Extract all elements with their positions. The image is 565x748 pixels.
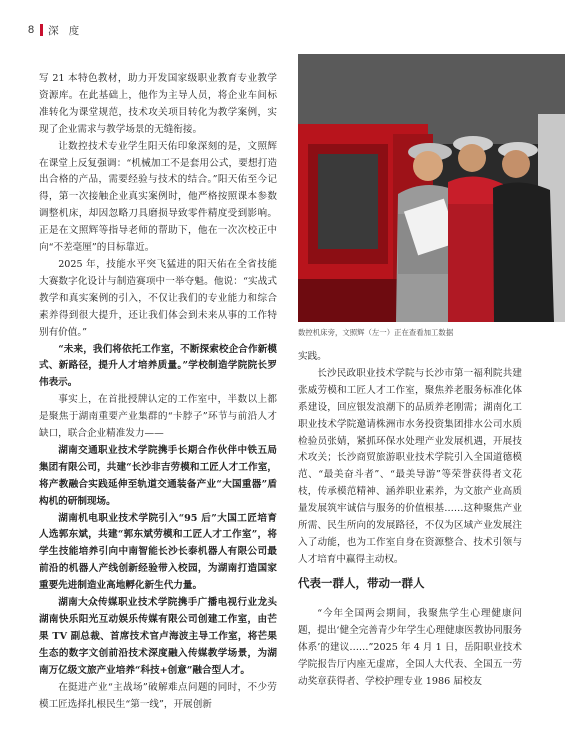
right-column	[298, 349, 522, 569]
section-title: 深度	[48, 24, 90, 37]
right-column-continued	[298, 606, 522, 691]
header-accent-bar	[40, 24, 43, 36]
section-subheading: 代表一群人，带动一群人	[298, 576, 425, 590]
paragraph: “今年全国两会期间，我聚焦学生心理健康问题，提出‘健全完善青少年学生心理健康医教协同服务体系’的建议……”2025 年 4 月 1 日，岳阳职业技术学院报告厅内座无虚席，全国人大代表、全国五一劳动奖章获得者、学校护理专业 1986 届校友	[298, 608, 522, 687]
paragraph: 写 21 本特色教材，助力开发国家级职业教育专业教学资源库。在此基础上，他作为主导人员，将企业车间标准转化为课堂规范，技术攻关项目转化为教学案例，实现了企业需求与教学场景的无缝衔接。	[39, 73, 277, 135]
paragraph: 在挺进产业“主战场”破解难点问题的同时，不少劳模工匠选择扎根民生“第一线”，开展创新	[39, 681, 277, 710]
paragraph: 让数控技术专业学生阳天佑印象深刻的是，文照辉在课堂上反复强调：“机械加工不是套用公式，要想打造出合格的产品，需要经验与技术的结合。”阳天佑至今记得，第一次接触企业真实案例时，他严格按照课本参数调整机床，却因忽略刀具磨损导致零件精度受到影响。正是在文照辉等指导老师的帮助下，他在一次次校正中向“不差毫厘”的目标靠近。	[39, 140, 277, 254]
paragraph: 事实上，在首批授牌认定的工作室中，半数以上都是聚焦于湖南重要产业集群的“卡脖子”环节与前沿人才缺口，联合企业精准发力——	[39, 394, 277, 440]
page-number: 8	[28, 24, 35, 36]
left-column	[39, 71, 277, 713]
page-header	[28, 22, 89, 38]
paragraph: 2025 年，技能水平突飞猛进的阳天佑在全省技能大赛数字化设计与制造赛项中一举夺魁。他说：“实战式教学和真实案例的引入，不仅让我们的专业能力和综合素养得到很大提升，还让我们体会到未来从事的工作特别有价值。”	[39, 258, 277, 338]
paragraph: 实践。	[298, 351, 327, 362]
paragraph: 湖南机电职业技术学院引入“95 后”大国工匠培育人选郭东斌，共建“郭东斌劳模和工匠人才工作室”，将学生技能培养引向中南智能长沙长泰机器人有限公司最前沿的机器人产线创新经验带入校园，为湖南打造国家重要先进制造业高地孵化新生代力量。	[39, 512, 277, 592]
paragraph: “未来，我们将依托工作室，不断探索校企合作新模式、新路径，提升人才培养质量。”学校制造学院院长罗伟表示。	[39, 343, 277, 389]
photo-caption: 数控机床旁，文照辉（左一）正在查看加工数据	[298, 328, 454, 337]
paragraph: 湖南大众传媒职业技术学院携手广播电视行业龙头湖南快乐阳光互动娱乐传媒有限公司创建工作室，由芒果 TV 副总裁、首席技术官卢海波主导工作室，将芒果生态的数字文创前沿技术深度融入传媒教学场景，为湖南万亿级文旅产业培养“科技+创意”融合型人才。	[39, 597, 277, 676]
workshop-photo	[298, 54, 565, 322]
paragraph: 湖南交通职业技术学院携手长期合作伙伴中铁五局集团有限公司，共建“长沙非吉劳模和工匠人才工作室，将产教融合实践延伸至轨道交通装备产业“大国重器”盾构机的研制现场。	[39, 444, 277, 507]
paragraph: 长沙民政职业技术学院与长沙市第一福利院共建张威劳模和工匠人才工作室，聚焦养老服务标准化体系建设，回应银发浪潮下的品质养老刚需；湖南化工职业技术学院邀请株洲市水务投资集团排水公司水质检验员张婧，紧抓环保水处理产业发展机遇，开展技术攻关；长沙商贸旅游职业技术学院引入全国道德模范、“最美奋斗者”、“最美导游”等荣誉获得者文花枝，传承模范精神、涵养职业素养，为文旅产业高质量发展筑牢诚信与服务的价值根基……这种聚焦产业所需、民生所向的发展路径，不仅为区域产业发展注入了动能，也为工作室自身在资源整合、技术引领与人才培育中赢得主动权。	[298, 367, 522, 565]
